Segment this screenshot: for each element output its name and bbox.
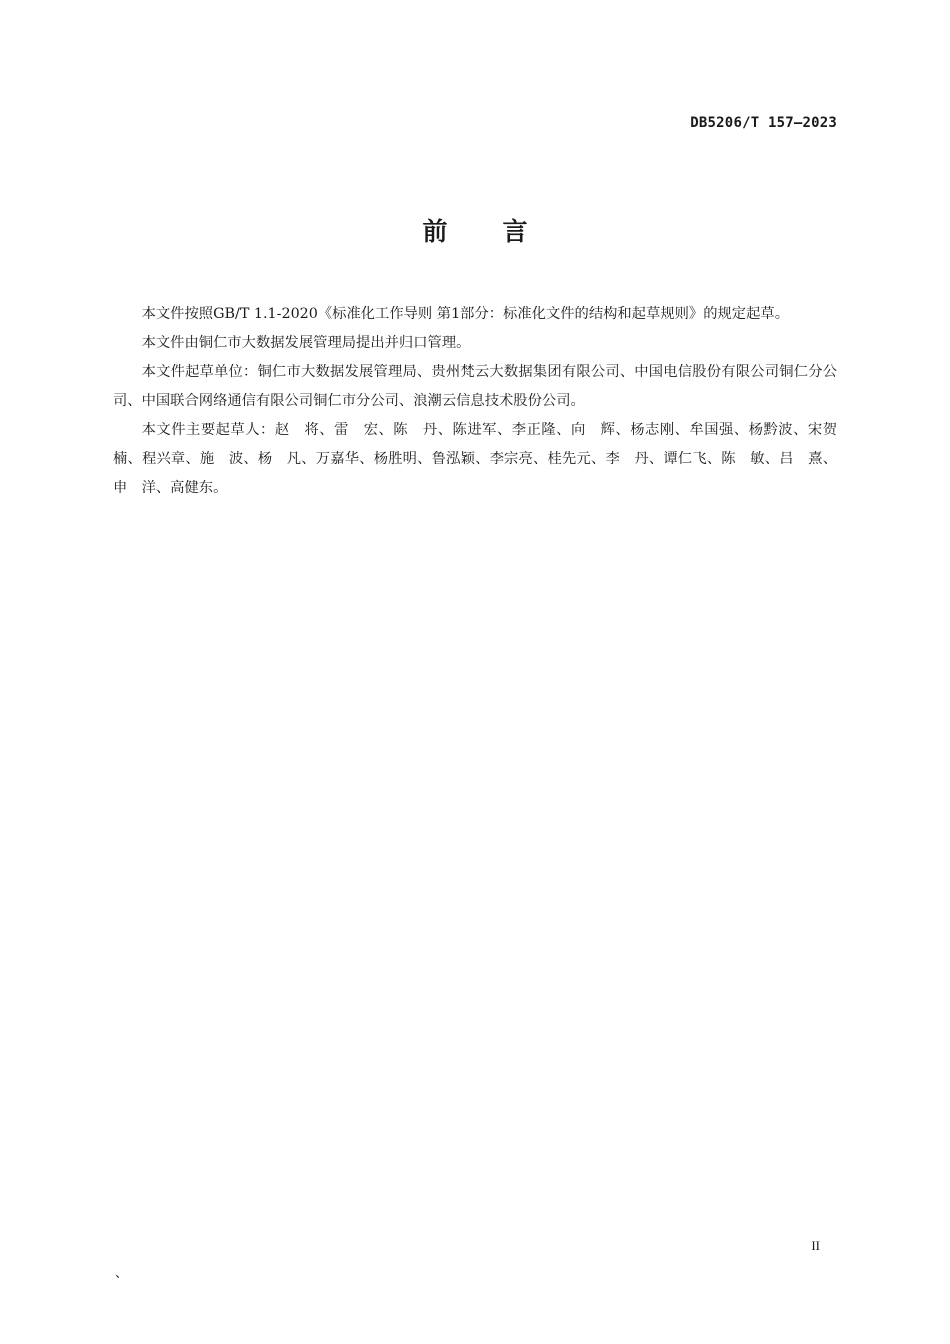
page-title: 前言 bbox=[422, 217, 583, 246]
foreword-body bbox=[113, 300, 837, 503]
paragraph-drafting-rules: 本文件按照GB/T 1.1-2020《标准化工作导则 第1部分：标准化文件的结构和起草规则》的规定起草。 bbox=[141, 306, 789, 322]
page-number: II bbox=[811, 1238, 820, 1253]
paragraph-drafting-units: 本文件起草单位：铜仁市大数据发展管理局、贵州梵云大数据集团有限公司、中国电信股份有限公司铜仁分公司、中国联合网络通信有限公司铜仁市分公司、浪潮云信息技术股份公司。 bbox=[113, 364, 837, 409]
paragraph-drafters: 本文件主要起草人：赵 将、雷 宏、陈 丹、陈进军、李正隆、向 辉、杨志刚、牟国强、杨黔波、宋贺楠、程兴章、施 波、杨 凡、万嘉华、杨胜明、鲁泓颖、李宗亮、桂先元、李 丹、谭仁飞、陈 敏、吕 熹、申 洋、高健东。 bbox=[113, 422, 837, 496]
standard-number: DB5206/T 157—2023 bbox=[690, 115, 837, 131]
corner-mark: 、 bbox=[115, 1266, 129, 1281]
paragraph-proposer: 本文件由铜仁市大数据发展管理局提出并归口管理。 bbox=[141, 335, 471, 351]
